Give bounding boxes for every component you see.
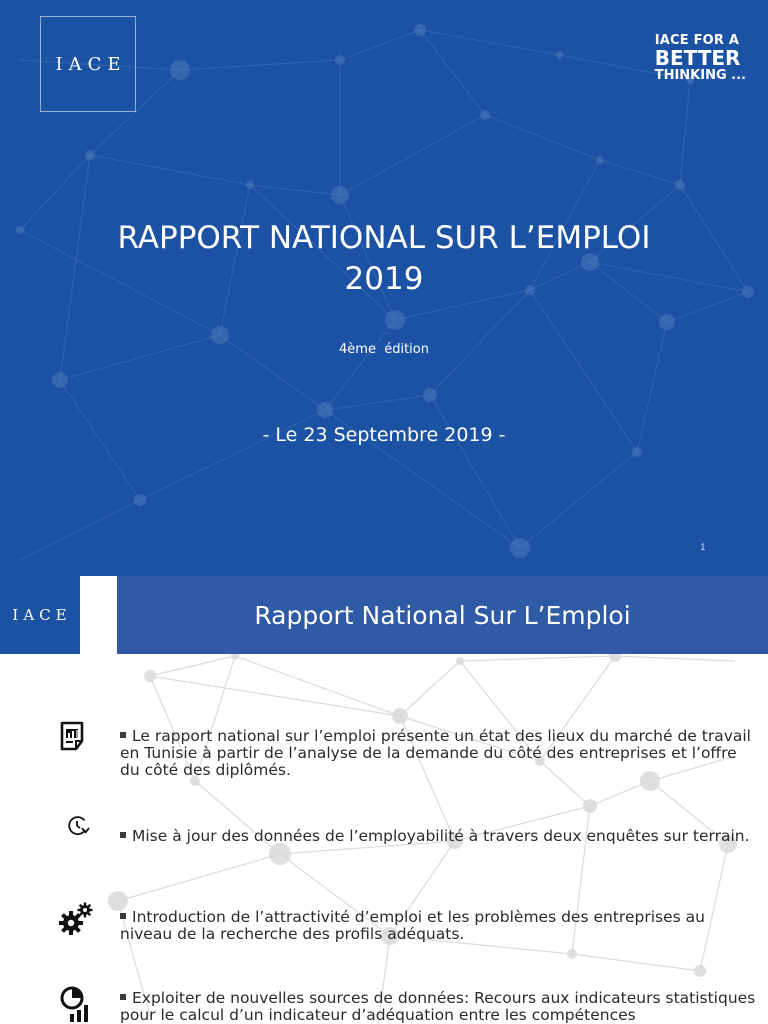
bullet-text: Mise à jour des données de l’employabilité à travers deux enquêtes sur terrain. bbox=[132, 827, 750, 845]
slide-header bbox=[117, 576, 768, 654]
content-slide bbox=[0, 576, 768, 1024]
tagline-logo bbox=[655, 34, 746, 82]
bullet-text: Le rapport national sur l’emploi présente un état des lieux du marché de travail en Tunisie à partir de l’analyse de la demande du côté des entreprises et l’offre du côté des diplômés. bbox=[120, 727, 751, 779]
report-document-icon bbox=[60, 721, 88, 751]
iace-logo bbox=[40, 16, 136, 112]
header-title: Rapport National Sur L’Emploi bbox=[254, 600, 631, 630]
edition-label: 4ème édition bbox=[339, 342, 429, 357]
list-item bbox=[120, 990, 760, 1024]
tagline-line1: IACE FOR A bbox=[654, 33, 740, 48]
bullet-marker bbox=[120, 913, 126, 919]
event-date: - Le 23 Septembre 2019 - bbox=[262, 424, 506, 446]
list-item bbox=[120, 909, 760, 943]
bullet-marker bbox=[120, 732, 126, 738]
bullet-text: Introduction de l’attractivité d’emploi et les problèmes des entreprises au niveau de la recherche des profils adéquats. bbox=[120, 908, 705, 943]
gears-icon bbox=[58, 902, 94, 936]
logo-text: IACE bbox=[12, 606, 72, 624]
slide-title bbox=[0, 218, 768, 300]
title-line-2: 2019 bbox=[344, 261, 424, 297]
iace-logo-small bbox=[0, 576, 80, 654]
bullet-text: Exploiter de nouvelles sources de données: Recours aux indicateurs statistiques pour le calcul d’un indicateur d’adéquation entre les compétences bbox=[120, 989, 756, 1024]
title-line-1: RAPPORT NATIONAL SUR L’EMPLOI bbox=[117, 220, 651, 256]
clock-refresh-icon bbox=[66, 814, 92, 838]
page-number: 1 bbox=[700, 543, 706, 553]
logo-text: IACE bbox=[55, 53, 127, 75]
bullet-marker bbox=[120, 832, 126, 838]
tagline-line2: BETTER bbox=[654, 46, 741, 70]
list-item bbox=[120, 728, 760, 779]
tagline-line3: THINKING ... bbox=[654, 68, 746, 83]
list-item bbox=[120, 828, 760, 845]
pie-bar-chart-icon bbox=[60, 986, 94, 1024]
bullet-marker bbox=[120, 994, 126, 1000]
